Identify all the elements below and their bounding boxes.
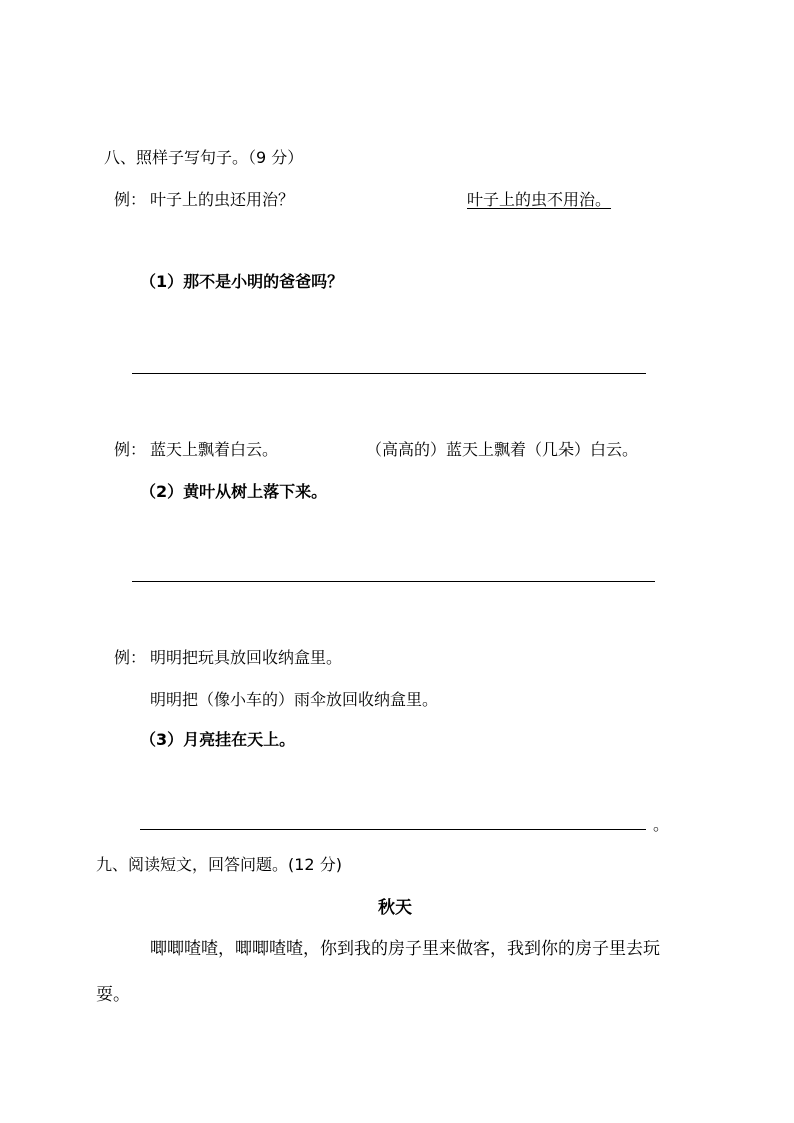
example-1-original: 叶子上的虫还用治？ [150, 190, 295, 209]
question-2-answer-line[interactable] [132, 581, 655, 582]
passage-line-1: 唧唧喳喳，唧唧喳喳，你到我的房子里来做客，我到你的房子里去玩 [150, 939, 660, 959]
example-1-label: 例： [114, 190, 147, 209]
question-1-prompt: （1）那不是小明的爸爸吗？ [140, 272, 344, 291]
section-9-heading: 九、阅读短文，回答问题。(12 分) [96, 855, 342, 874]
question-2-prompt: （2）黄叶从树上落下来。 [140, 482, 328, 501]
question-3-end-mark: 。 [653, 815, 670, 834]
example-3-answer: 明明把（像小车的）雨伞放回收纳盒里。 [150, 690, 439, 709]
example-1-answer: 叶子上的虫不用治。 [467, 190, 612, 209]
passage-line-2: 耍。 [96, 985, 130, 1005]
passage-title: 秋天 [378, 898, 412, 918]
example-2-original: 蓝天上飘着白云。 [150, 440, 279, 459]
example-3-original: 明明把玩具放回收纳盒里。 [150, 648, 343, 667]
example-2-label: 例： [114, 440, 147, 459]
question-3-answer-line[interactable] [140, 829, 646, 830]
example-3-label: 例： [114, 648, 147, 667]
question-1-answer-line[interactable] [132, 373, 646, 374]
question-3-prompt: （3）月亮挂在天上。 [140, 730, 296, 749]
example-2-answer: （高高的）蓝天上飘着（几朵）白云。 [366, 440, 639, 459]
section-8-heading: 八、照样子写句子。（9 分） [104, 148, 304, 167]
